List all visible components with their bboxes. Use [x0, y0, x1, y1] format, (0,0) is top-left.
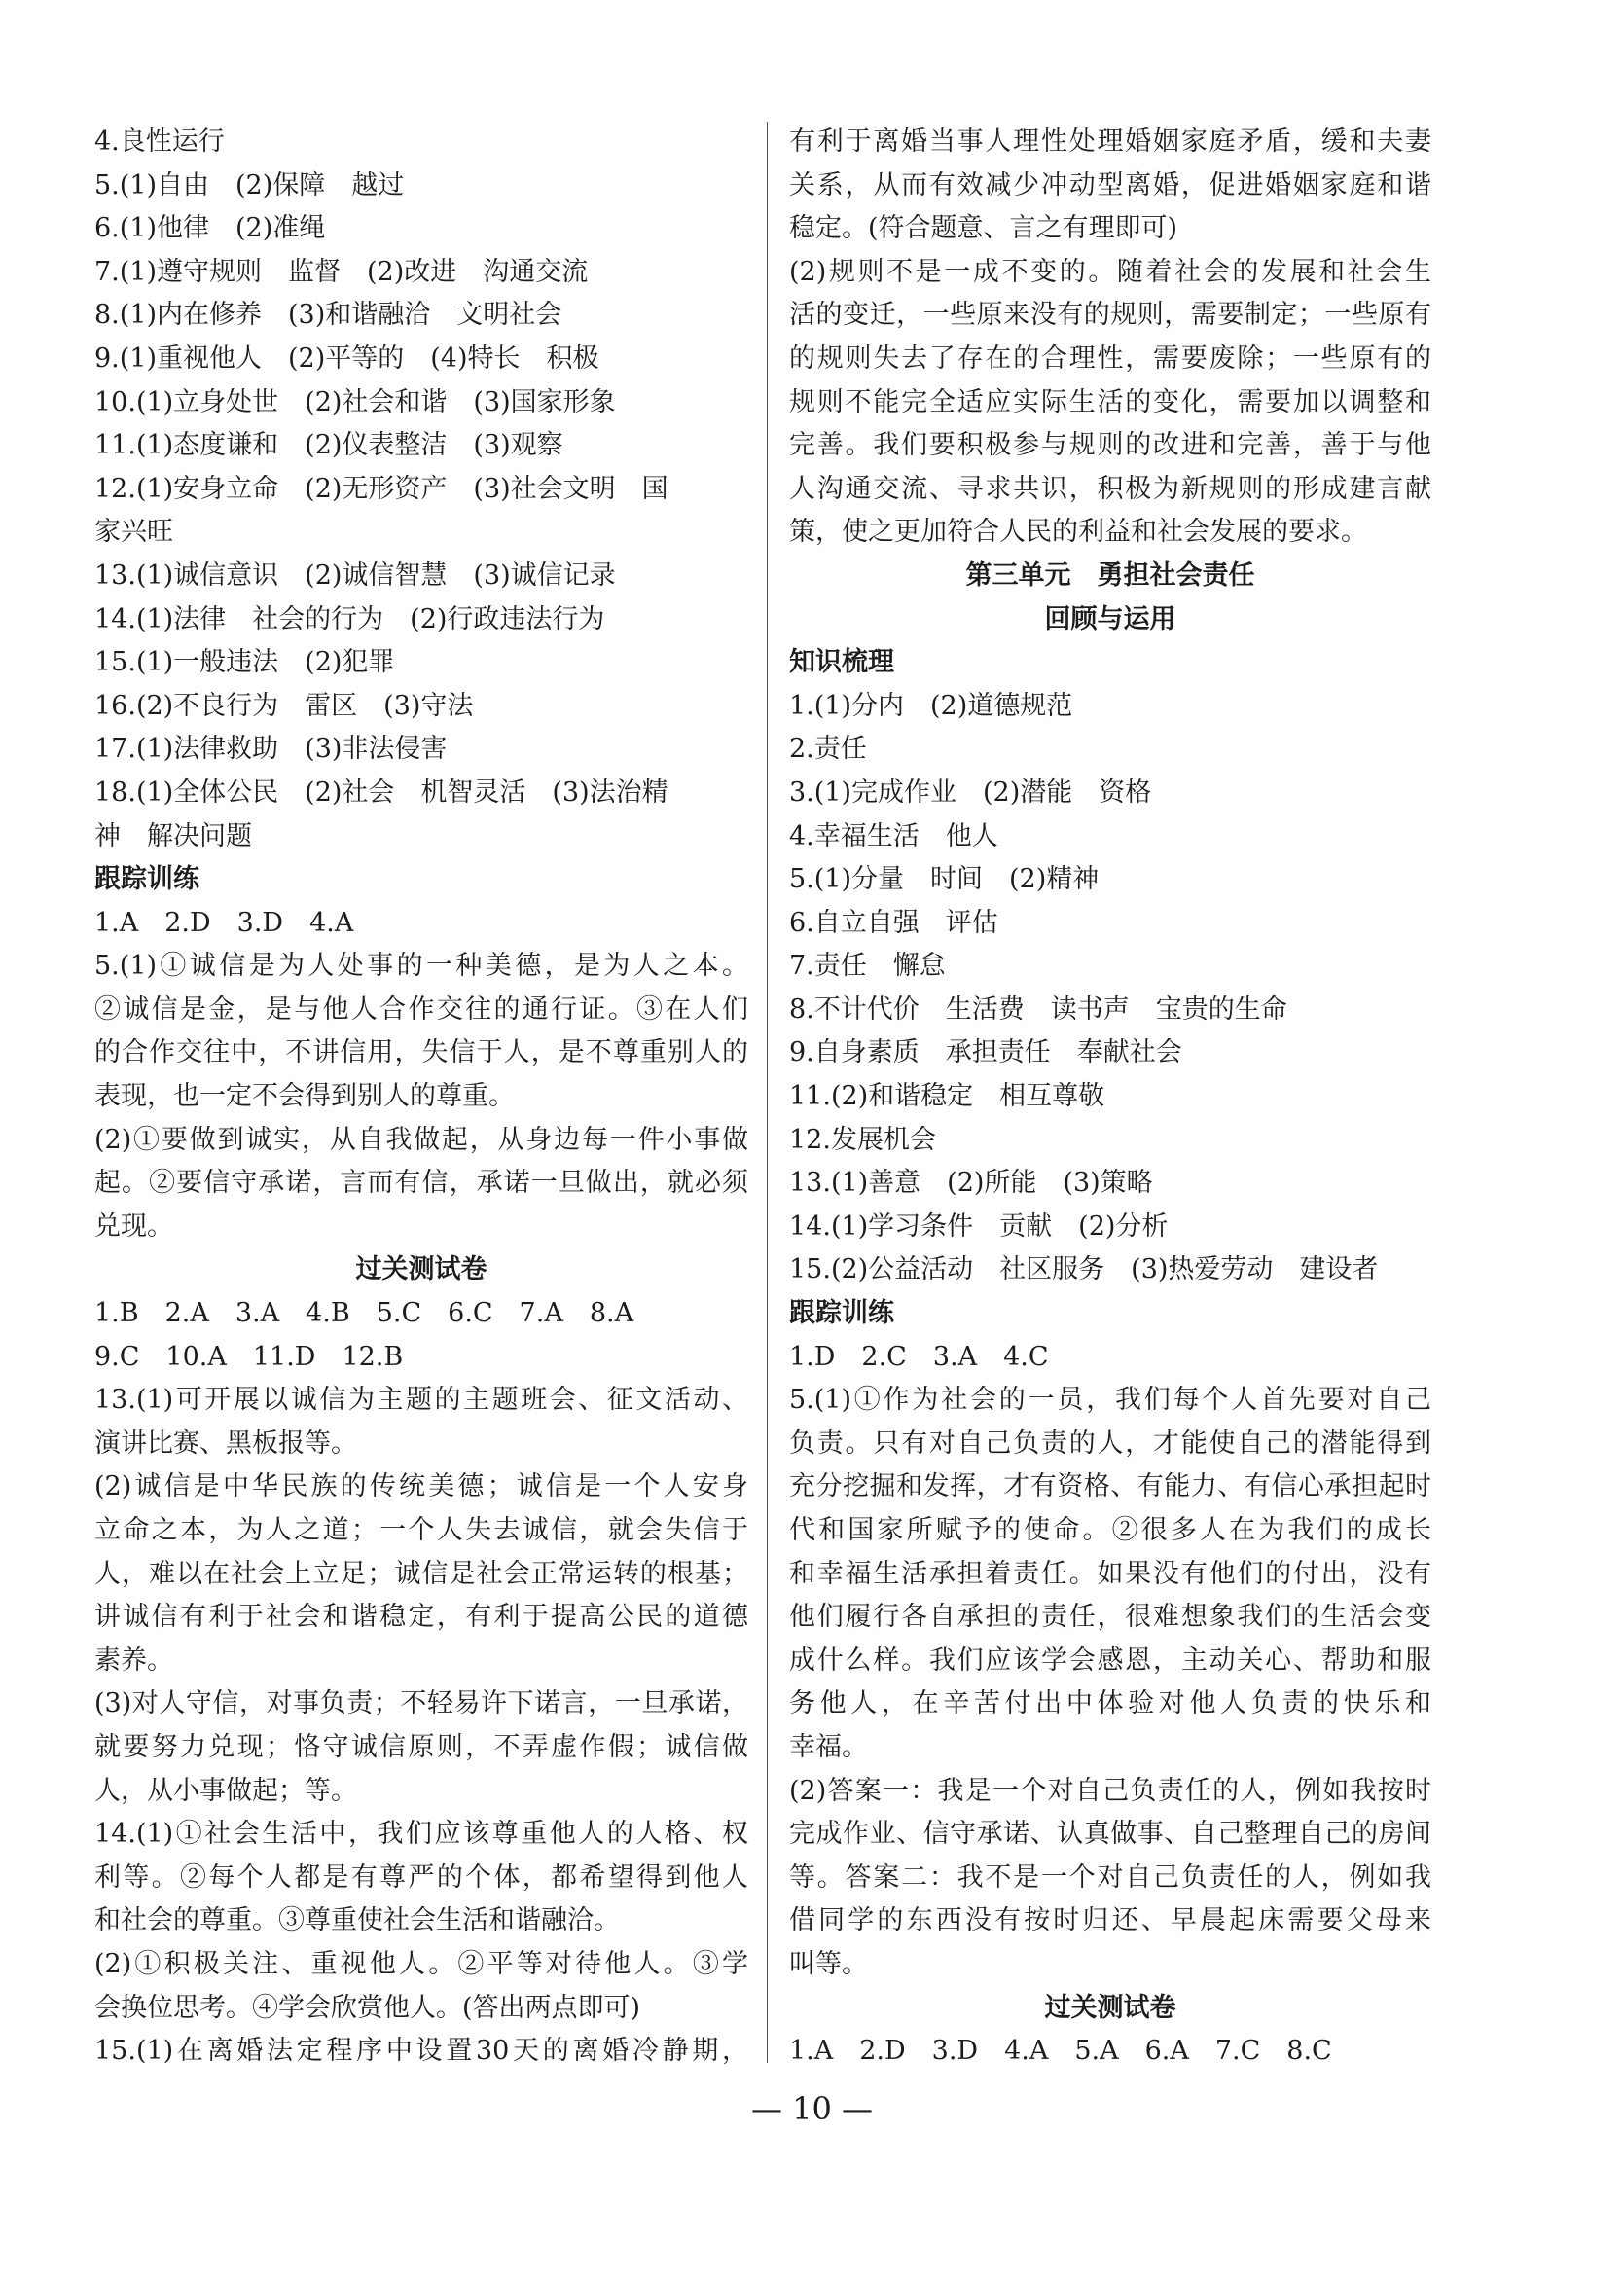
paragraph-line: 完成作业、信守承诺、认真做事、自己整理自己的房间 [789, 1819, 1431, 1850]
text-line: 14.(1)法律 社会的行为 (2)行政违法行为 [94, 603, 605, 634]
text-line: 12.(1)安身立命 (2)无形资产 (3)社会文明 国 [94, 473, 668, 504]
text-line: 15.(2)公益活动 社区服务 (3)热爱劳动 建设者 [789, 1254, 1379, 1285]
text-line: 3.(1)完成作业 (2)潜能 资格 [789, 777, 1152, 808]
text-line: 6.自立自强 评估 [789, 907, 998, 938]
paragraph-line: 代和国家所赋予的使命。②很多人在为我们的成长 [789, 1515, 1431, 1545]
paragraph-line: 14.(1)①社会生活中，我们应该尊重他人的人格、权 [94, 1819, 748, 1850]
text-line: 12.发展机会 [789, 1124, 936, 1155]
paragraph-line: (3)对人守信，对事负责；不轻易许下诺言，一旦承诺， [94, 1688, 748, 1719]
right-column [789, 121, 1431, 2074]
text-line: 11.(1)态度谦和 (2)仪表整洁 (3)观察 [94, 430, 563, 461]
text-line: 2.责任 [789, 734, 867, 765]
text-line: 家兴旺 [94, 517, 173, 548]
text-line: 素养。 [94, 1644, 173, 1676]
text-line: 17.(1)法律救助 (3)非法侵害 [94, 734, 448, 765]
text-line: 1.A 2.D 3.D 4.A [94, 907, 354, 938]
text-line: 5.(1)分量 时间 (2)精神 [789, 864, 1100, 895]
text-line: 9.C 10.A 11.D 12.B [94, 1341, 404, 1372]
text-line: 幸福。 [789, 1731, 868, 1762]
paragraph-line: 的合作交往中，不讲信用，失信于人，是不尊重别人的 [94, 1037, 748, 1068]
paragraph-line: (2)①积极关注、重视他人。②平等对待他人。③学 [94, 1948, 748, 1979]
text-line: 稳定。(符合题意、言之有理即可) [789, 213, 1178, 244]
text-line: 15.(1)一般违法 (2)犯罪 [94, 647, 395, 678]
paragraph-line: (2)答案一：我是一个对自己负责任的人，例如我按时 [789, 1775, 1431, 1806]
paragraph-line: 务他人，在辛苦付出中体验对他人负责的快乐和 [789, 1688, 1431, 1719]
paragraph-line: 人沟通交流、寻求共识，积极为新规则的形成建言献 [789, 473, 1431, 504]
text-line: 演讲比赛、黑板报等。 [94, 1428, 357, 1459]
paragraph-line: 有利于离婚当事人理性处理婚姻家庭矛盾，缓和夫妻 [789, 126, 1431, 157]
text-line: 4.幸福生活 他人 [789, 820, 998, 851]
section-title: 过关测试卷 [355, 1254, 487, 1285]
text-line: 神 解决问题 [94, 820, 252, 851]
text-line: 人，从小事做起；等。 [94, 1775, 357, 1806]
text-line: 1.A 2.D 3.D 4.A 5.A 6.A 7.C 8.C [789, 2036, 1332, 2067]
paragraph-line: 利等。②每个人都是有尊严的个体，都希望得到他人 [94, 1861, 748, 1893]
paragraph-line: 和幸福生活承担着责任。如果没有他们的付出，没有 [789, 1558, 1431, 1589]
text-line: 叫等。 [789, 1948, 868, 1979]
text-line: 6.(1)他律 (2)准绳 [94, 213, 326, 244]
text-line: 7.(1)遵守规则 监督 (2)改进 沟通交流 [94, 256, 589, 287]
paragraph-line: 活的变迁，一些原来没有的规则，需要制定；一些原有 [789, 300, 1431, 331]
text-line: 8.(1)内在修养 (3)和谐融洽 文明社会 [94, 300, 562, 331]
text-line: 14.(1)学习条件 贡献 (2)分析 [789, 1211, 1169, 1242]
page-number: — 10 — [750, 2090, 874, 2127]
column-divider [767, 122, 768, 2063]
paragraph-line: 13.(1)可开展以诚信为主题的主题班会、征文活动、 [94, 1385, 748, 1416]
text-line: 会换位思考。④学会欣赏他人。(答出两点即可) [94, 1992, 641, 2023]
paragraph-line: 负责。只有对自己负责的人，才能使自己的潜能得到 [789, 1428, 1431, 1459]
paragraph-line: 立命之本，为人之道；一个人失去诚信，就会失信于 [94, 1515, 748, 1545]
paragraph-line: 借同学的东西没有按时归还、早晨起床需要父母来 [789, 1905, 1431, 1936]
section-heading: 跟踪训练 [94, 864, 199, 895]
text-line: 9.自身素质 承担责任 奉献社会 [789, 1037, 1182, 1068]
paragraph-line: (2)规则不是一成不变的。随着社会的发展和社会生 [789, 256, 1431, 287]
paragraph-line: 成什么样。我们应该学会感恩，主动关心、帮助和服 [789, 1644, 1431, 1676]
section-title: 第三单元 勇担社会责任 [965, 560, 1255, 591]
text-line: 9.(1)重视他人 (2)平等的 (4)特长 积极 [94, 343, 599, 374]
paragraph-line: 关系，从而有效减少冲动型离婚，促进婚姻家庭和谐 [789, 169, 1431, 200]
text-line: 1.(1)分内 (2)道德规范 [789, 690, 1073, 721]
section-heading: 跟踪训练 [789, 1298, 894, 1329]
paragraph-line: 他们履行各自承担的责任，很难想象我们的生活会变 [789, 1602, 1431, 1633]
text-line: 兑现。 [94, 1211, 173, 1242]
text-line: 1.D 2.C 3.A 4.C [789, 1341, 1049, 1372]
paragraph-line: 5.(1)①作为社会的一员，我们每个人首先要对自己 [789, 1385, 1431, 1416]
text-line: 4.良性运行 [94, 126, 225, 157]
text-line: 13.(1)诚信意识 (2)诚信智慧 (3)诚信记录 [94, 560, 616, 591]
paragraph-line: (2)①要做到诚实，从自我做起，从身边每一件小事做 [94, 1124, 748, 1155]
left-column [94, 121, 748, 2074]
paragraph-line: 充分挖掘和发挥，才有资格、有能力、有信心承担起时 [789, 1471, 1431, 1502]
paragraph-line: 起。②要信守承诺，言而有信，承诺一旦做出，就必须 [94, 1168, 748, 1199]
paragraph-line: 的规则失去了存在的合理性，需要废除；一些原有的 [789, 343, 1431, 374]
text-line: 7.责任 懈怠 [789, 951, 946, 982]
text-line: 表现，也一定不会得到别人的尊重。 [94, 1081, 515, 1112]
text-line: 11.(2)和谐稳定 相互尊敬 [789, 1081, 1105, 1112]
paragraph-line: 等。答案二：我不是一个对自己负责任的人，例如我 [789, 1861, 1431, 1893]
section-title: 回顾与运用 [1044, 603, 1176, 634]
text-line: 1.B 2.A 3.A 4.B 5.C 6.C 7.A 8.A [94, 1298, 634, 1329]
paragraph-line: 讲诚信有利于社会和谐稳定，有利于提高公民的道德 [94, 1602, 748, 1633]
text-line: 13.(1)善意 (2)所能 (3)策略 [789, 1168, 1153, 1199]
text-line: 8.不计代价 生活费 读书声 宝贵的生命 [789, 994, 1287, 1025]
paragraph-line: 规则不能完全适应实际生活的变化，需要加以调整和 [789, 386, 1431, 417]
text-line: 18.(1)全体公民 (2)社会 机智灵活 (3)法治精 [94, 777, 668, 808]
paragraph-line: ②诚信是金，是与他人合作交往的通行证。③在人们 [94, 994, 748, 1025]
paragraph-line: 就要努力兑现；恪守诚信原则，不弄虚作假；诚信做 [94, 1731, 748, 1762]
paragraph-line: 人，难以在社会上立足；诚信是社会正常运转的根基； [94, 1558, 748, 1589]
section-title: 过关测试卷 [1044, 1992, 1176, 2023]
text-line: 5.(1)自由 (2)保障 越过 [94, 169, 405, 200]
paragraph-line: 完善。我们要积极参与规则的改进和完善，善于与他 [789, 430, 1431, 461]
section-heading: 知识梳理 [789, 647, 894, 678]
paragraph-line: 15.(1)在离婚法定程序中设置30天的离婚冷静期， [94, 2036, 748, 2067]
text-line: 16.(2)不良行为 雷区 (3)守法 [94, 690, 474, 721]
paragraph-line: (2)诚信是中华民族的传统美德；诚信是一个人安身 [94, 1471, 748, 1502]
text-line: 策，使之更加符合人民的利益和社会发展的要求。 [789, 517, 1367, 548]
paragraph-line: 5.(1)①诚信是为人处事的一种美德，是为人之本。 [94, 951, 748, 982]
text-line: 和社会的尊重。③尊重使社会生活和谐融洽。 [94, 1905, 620, 1936]
text-line: 10.(1)立身处世 (2)社会和谐 (3)国家形象 [94, 386, 616, 417]
